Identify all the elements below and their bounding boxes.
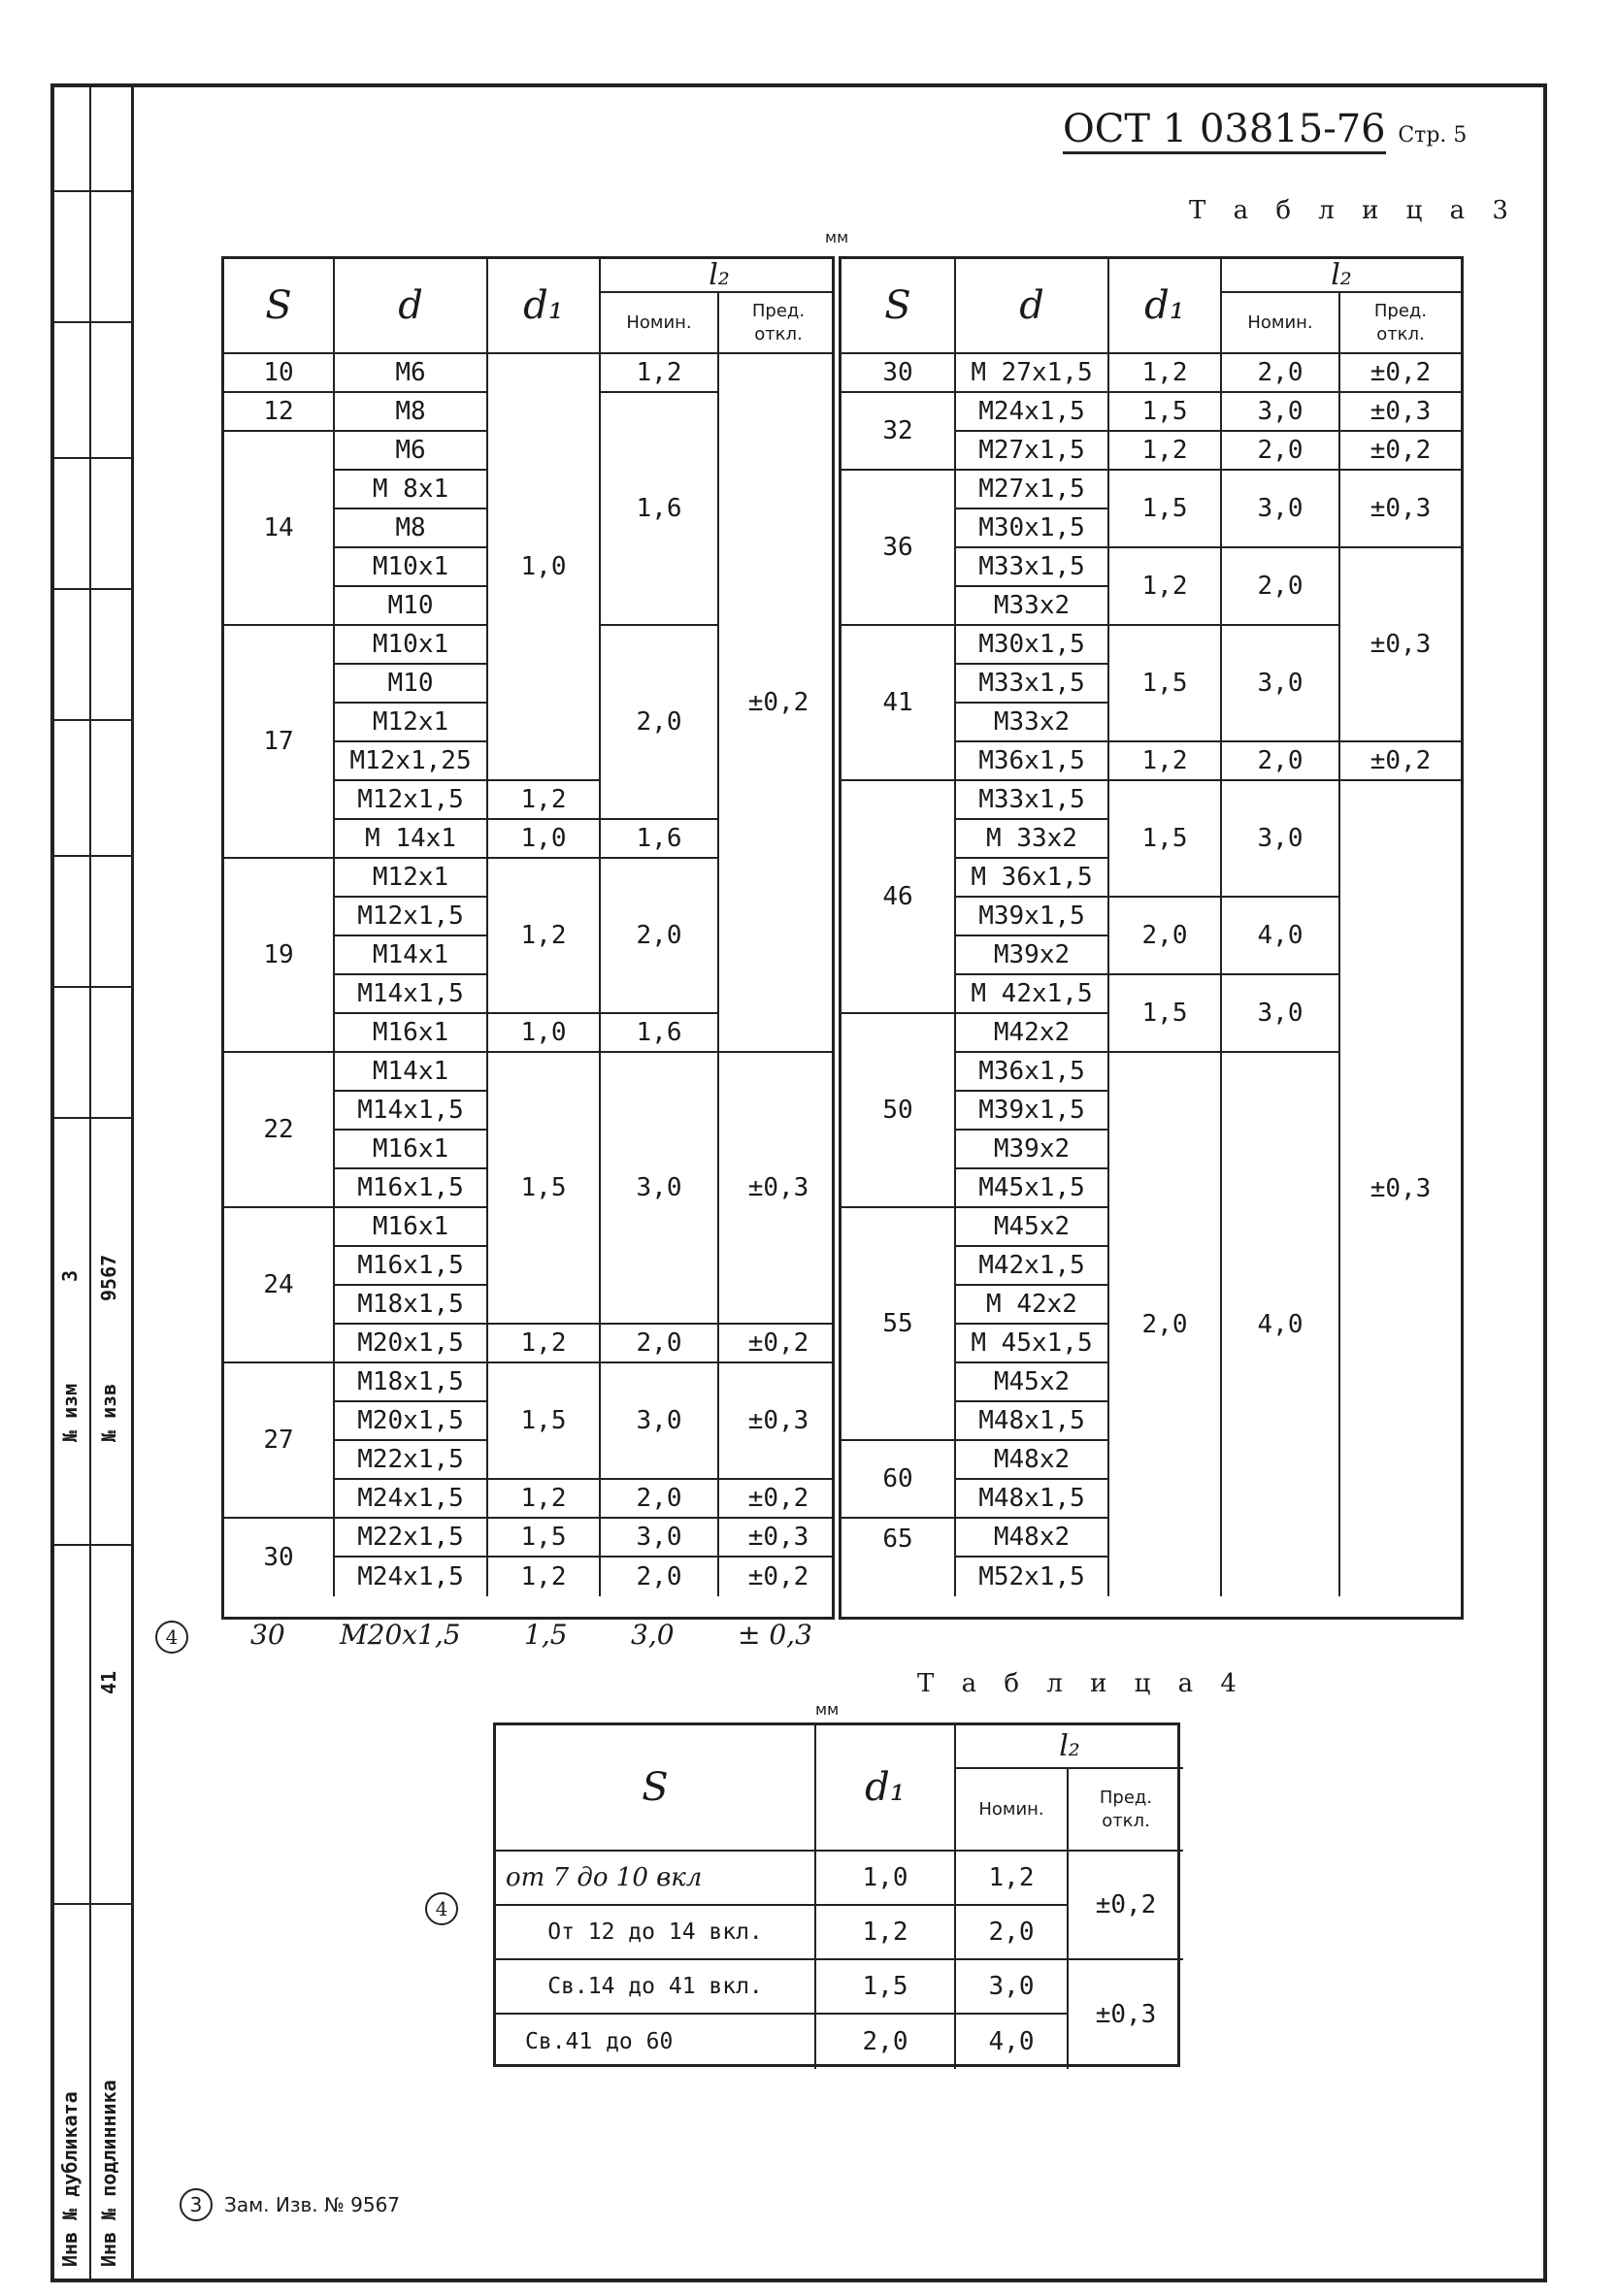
cell-d: М10x1: [335, 548, 488, 587]
handwritten-d1: 1,5: [524, 1619, 568, 1651]
col-s-header: S: [224, 259, 335, 354]
cell-s: 19: [224, 859, 335, 1053]
cell-d: М18x1,5: [335, 1286, 488, 1325]
cell-d1: 1,2: [816, 1906, 956, 1960]
cell-nom: 1,6: [601, 820, 719, 859]
cell-d: М33x2: [956, 587, 1109, 626]
cell-nom: 3,0: [601, 1053, 719, 1325]
cell-d: М30x1,5: [956, 626, 1109, 665]
cell-tol: ±0,3: [1095, 2000, 1157, 2029]
cell-d: М 45x1,5: [956, 1325, 1109, 1363]
col-d1-header: d₁: [488, 259, 601, 354]
cell-tol: ±0,2: [719, 1480, 838, 1519]
cell-d: М33x1,5: [956, 548, 1109, 587]
side-dup-label: Инв № дубликата: [58, 2091, 82, 2267]
cell-nom: 2,0: [1222, 548, 1340, 626]
col-tol-header: Пред. откл.: [1069, 1769, 1183, 1852]
side-izv-label: № изв: [97, 1383, 120, 1442]
cell-d: М14x1,5: [335, 975, 488, 1014]
cell-s: 27: [224, 1363, 335, 1519]
cell-nom: 1,6: [601, 393, 719, 626]
cell-d: М45x2: [956, 1208, 1109, 1247]
cell-d1: 1,2: [488, 781, 601, 820]
cell-d: М24x1,5: [335, 1480, 488, 1519]
cell-d: М10: [335, 587, 488, 626]
cell-tol: ±0,3: [1340, 471, 1461, 548]
cell-d: М24x1,5: [956, 393, 1109, 432]
col-l2-header: l₂: [956, 1725, 1183, 1769]
cell-d: М 27x1,5: [956, 354, 1109, 393]
cell-s: 14: [224, 432, 335, 626]
cell-d: М27x1,5: [956, 432, 1109, 471]
cell-s: 46: [842, 781, 956, 1014]
cell-d: М36x1,5: [956, 742, 1109, 781]
cell-d: М20x1,5: [335, 1325, 488, 1363]
cell-s: 65: [842, 1519, 956, 1596]
cell-d1: 2,0: [1109, 1053, 1222, 1596]
col-d-header: d: [335, 259, 488, 354]
cell-d: М12x1: [335, 859, 488, 898]
cell-d: М14x1: [335, 936, 488, 975]
cell-d1: 1,0: [816, 1852, 956, 1906]
cell-d: М12x1,5: [335, 781, 488, 820]
cell-d: М16x1: [335, 1014, 488, 1053]
cell-d1: 1,5: [488, 1053, 601, 1325]
cell-d: М16x1,5: [335, 1247, 488, 1286]
side-orig-label: Инв № подлинника: [97, 2080, 120, 2267]
cell-d: М48x1,5: [956, 1402, 1109, 1441]
cell-d: М14x1,5: [335, 1092, 488, 1131]
cell-d: М48x1,5: [956, 1480, 1109, 1519]
cell-s-range: От 12 до 14 вкл.: [496, 1906, 816, 1960]
cell-tol: ±0,2: [747, 1562, 809, 1591]
cell-d: М12x1: [335, 704, 488, 742]
cell-d1: 1,2: [1109, 432, 1222, 471]
cell-nom: 2,0: [1222, 354, 1340, 393]
table4-units: мм: [815, 1700, 840, 1719]
cell-nom: 2,0: [601, 626, 719, 820]
col-tol-header: Пред. откл.: [1340, 293, 1461, 354]
cell-d1: 2,0: [1109, 898, 1222, 975]
cell-nom: 3,0: [1222, 975, 1340, 1053]
cell-tol: ±0,3: [719, 1053, 838, 1325]
cell-nom: 2,0: [601, 1480, 719, 1519]
cell-nom: 4,0: [1222, 1053, 1340, 1596]
cell-d1: 1,0: [488, 1014, 601, 1053]
footer-note: [180, 2188, 400, 2221]
cell-s: 12: [224, 393, 335, 432]
table4: [493, 1722, 1180, 2067]
col-tol-header: Пред. откл.: [719, 293, 838, 354]
cell-d: М10: [335, 665, 488, 704]
cell-nom: 1,6: [601, 1014, 719, 1053]
table4-caption: Т а б л и ц а 4: [917, 1669, 1246, 1698]
col-d1-header: d₁: [1109, 259, 1222, 354]
cell-d: М33x2: [956, 704, 1109, 742]
cell-d: М39x1,5: [956, 898, 1109, 936]
cell-s-range: от 7 до 10 вкл: [496, 1852, 816, 1906]
cell-d1: 1,0: [488, 820, 601, 859]
cell-nom: 4,0: [956, 2015, 1069, 2069]
cell-d: М33x1,5: [956, 665, 1109, 704]
col-d1-header: d₁: [816, 1725, 956, 1852]
cell-s: 60: [842, 1441, 956, 1519]
cell-tol: ±0,3: [719, 1363, 838, 1480]
cell-d: М24x1,5: [335, 1558, 488, 1596]
cell-nom: 4,0: [1222, 898, 1340, 975]
cell-nom: 3,0: [1222, 626, 1340, 742]
cell-s: 10: [224, 354, 335, 393]
cell-d1: 1,2: [488, 1480, 601, 1519]
footer-text: Зам. Изв. № 9567: [224, 2193, 401, 2216]
cell-tol: ±0,3: [1370, 1174, 1432, 1203]
col-l2-header: l₂: [601, 259, 838, 293]
cell-d: М45x2: [956, 1363, 1109, 1402]
cell-nom: 2,0: [956, 1906, 1069, 1960]
cell-s: 24: [224, 1208, 335, 1363]
cell-s: 41: [842, 626, 956, 781]
cell-tol: ±0,2: [1069, 1852, 1183, 1960]
cell-s: 36: [842, 471, 956, 626]
cell-nom: 2,0: [601, 1325, 719, 1363]
cell-d: М45x1,5: [956, 1169, 1109, 1208]
cell-nom: 2,0: [1222, 432, 1340, 471]
cell-s: 55: [842, 1208, 956, 1441]
cell-d: М48x2: [956, 1441, 1109, 1480]
cell-tol: ±0,3: [1340, 548, 1461, 742]
page-number: Стр. 5: [1398, 123, 1468, 148]
cell-d: М12x1,5: [335, 898, 488, 936]
cell-s-range: Св.14 до 41 вкл.: [496, 1960, 816, 2015]
cell-d1: 1,5: [816, 1960, 956, 2015]
col-d-header: d: [956, 259, 1109, 354]
cell-d1: 1,2: [1109, 548, 1222, 626]
cell-s: 22: [224, 1053, 335, 1208]
table3-units: мм: [825, 228, 849, 246]
table3-left: [221, 256, 835, 1620]
document-code: ОСТ 1 03815-76: [1063, 107, 1386, 154]
cell-nom: 1,2: [601, 354, 719, 393]
cell-nom: 3,0: [601, 1519, 719, 1558]
cell-d: М52x1,5: [956, 1558, 1109, 1596]
cell-s: 30: [224, 1519, 335, 1596]
cell-d: М 14x1: [335, 820, 488, 859]
cell-tol: ±0,2: [1340, 354, 1461, 393]
cell-s: 17: [224, 626, 335, 859]
cell-d1: 1,2: [1109, 354, 1222, 393]
cell-d: М16x1,5: [335, 1169, 488, 1208]
cell-s-range: Св.41 до 60: [496, 2015, 816, 2069]
cell-s: 32: [842, 393, 956, 471]
cell-d1: 1,5: [1109, 393, 1222, 432]
cell-d: М16x1: [335, 1208, 488, 1247]
table3-right: [839, 256, 1464, 1620]
cell-d1: 1,5: [1109, 975, 1222, 1053]
cell-d: М42x2: [956, 1014, 1109, 1053]
side-revision-strip: [50, 83, 134, 2282]
cell-d: М27x1,5: [956, 471, 1109, 509]
cell-d: М30x1,5: [956, 509, 1109, 548]
handwritten-tol: ± 0,3: [738, 1619, 812, 1651]
handwritten-s: 30: [250, 1619, 285, 1651]
cell-nom: 2,0: [601, 859, 719, 1014]
handwritten-d: М20x1,5: [340, 1619, 461, 1651]
cell-nom: 3,0: [1222, 781, 1340, 898]
cell-d: М48x2: [956, 1519, 1109, 1558]
cell-d: М 36x1,5: [956, 859, 1109, 898]
cell-d: М 42x2: [956, 1286, 1109, 1325]
cell-d: М 33x2: [956, 820, 1109, 859]
cell-d: М14x1: [335, 1053, 488, 1092]
cell-d: М18x1,5: [335, 1363, 488, 1402]
cell-d1: 1,2: [488, 1558, 601, 1596]
document-header: [1063, 107, 1467, 151]
side-izm-label: № изм: [58, 1383, 82, 1442]
cell-tol: ±0,3: [1340, 393, 1461, 432]
cell-d: М36x1,5: [956, 1053, 1109, 1092]
cell-d1: 1,5: [1109, 781, 1222, 898]
cell-d: М16x1: [335, 1131, 488, 1169]
cell-d: М8: [335, 393, 488, 432]
cell-nom: 2,0: [601, 1558, 719, 1596]
cell-d1: 1,2: [488, 1325, 601, 1363]
cell-nom: 3,0: [1222, 393, 1340, 432]
cell-d1: 1,5: [488, 1519, 601, 1558]
footer-mark: 3: [180, 2188, 213, 2221]
side-izm-value: 3: [58, 1269, 82, 1282]
cell-d1: 1,2: [1109, 742, 1222, 781]
col-nom-header: Номин.: [601, 293, 719, 354]
handwritten-row-mark: 4: [155, 1619, 188, 1654]
col-l2-header: l₂: [1222, 259, 1461, 293]
cell-d1: 1,2: [488, 859, 601, 1014]
col-s-header: S: [496, 1725, 816, 1852]
cell-d: М6: [335, 432, 488, 471]
cell-d: М33x1,5: [956, 781, 1109, 820]
cell-d: М20x1,5: [335, 1402, 488, 1441]
cell-d: М39x2: [956, 1131, 1109, 1169]
cell-nom: 2,0: [1222, 742, 1340, 781]
cell-nom: 3,0: [601, 1363, 719, 1480]
handwritten-nom: 3,0: [631, 1619, 675, 1651]
cell-s: 30: [842, 354, 956, 393]
cell-tol: ±0,2: [719, 354, 838, 1053]
cell-d: М22x1,5: [335, 1519, 488, 1558]
cell-d: М22x1,5: [335, 1441, 488, 1480]
cell-d: М39x2: [956, 936, 1109, 975]
cell-d: М8: [335, 509, 488, 548]
cell-tol: ±0,2: [1340, 432, 1461, 471]
cell-tol: ±0,2: [1340, 742, 1461, 781]
cell-d: М 42x1,5: [956, 975, 1109, 1014]
cell-d1: 1,5: [1109, 471, 1222, 548]
cell-d: М12x1,25: [335, 742, 488, 781]
cell-tol: ±0,2: [719, 1325, 838, 1363]
side-inv-value: 41: [97, 1670, 120, 1694]
table4-handwritten-mark: 4: [425, 1890, 458, 1925]
col-s-header: S: [842, 259, 956, 354]
cell-d: М39x1,5: [956, 1092, 1109, 1131]
cell-d: М6: [335, 354, 488, 393]
cell-d1: 2,0: [816, 2015, 956, 2069]
cell-d: М10x1: [335, 626, 488, 665]
cell-tol: ±0,3: [719, 1519, 838, 1558]
cell-d1: 1,5: [488, 1363, 601, 1480]
table3-caption: Т а б л и ц а 3: [1189, 196, 1518, 225]
cell-d1: 1,0: [488, 354, 601, 781]
cell-nom: 3,0: [1222, 471, 1340, 548]
cell-nom: 1,2: [956, 1852, 1069, 1906]
cell-d: М42x1,5: [956, 1247, 1109, 1286]
cell-d1: 1,5: [1109, 626, 1222, 742]
col-nom-header: Номин.: [1222, 293, 1340, 354]
cell-s: 50: [842, 1014, 956, 1208]
cell-d: М 8x1: [335, 471, 488, 509]
cell-nom: 3,0: [956, 1960, 1069, 2015]
col-nom-header: Номин.: [956, 1769, 1069, 1852]
side-izv-value: 9567: [97, 1254, 120, 1301]
